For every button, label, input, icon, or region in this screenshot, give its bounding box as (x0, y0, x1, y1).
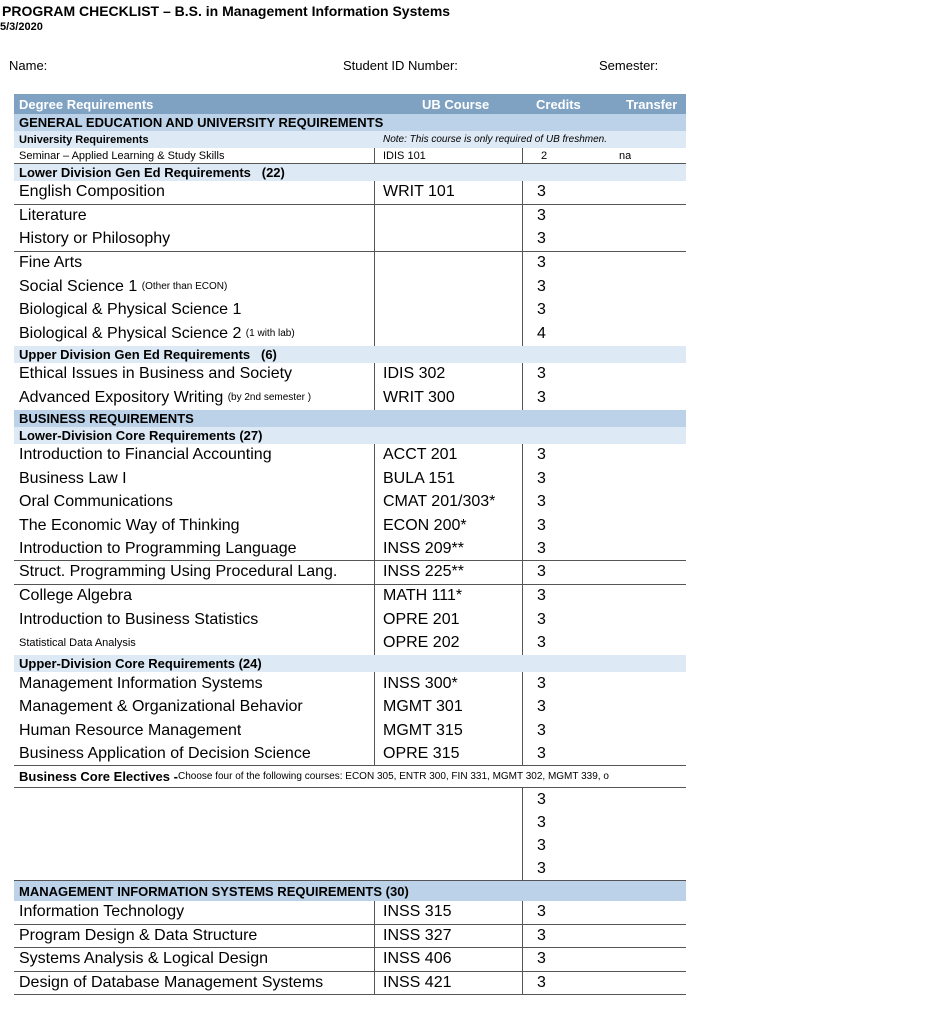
requirement-name: The Economic Way of Thinking (19, 516, 240, 534)
transfer-value: na (619, 149, 632, 162)
requirement-name-text: Social Science 1 (19, 277, 138, 295)
credits-value: 4 (522, 322, 546, 346)
requirement-name (19, 322, 295, 346)
core-electives-title (19, 766, 609, 787)
subsection-upper-gen-ed (14, 346, 686, 363)
table-row (14, 386, 686, 410)
elective-row (14, 835, 686, 858)
core-electives-label: Business Core Electives - (19, 769, 178, 784)
course-code: ACCT 201 (374, 444, 522, 468)
requirement-name: Design of Database Management Systems (19, 973, 324, 991)
requirement-name: Management Information Systems (19, 674, 263, 692)
course-code (374, 299, 522, 323)
subsection-title-text: Lower Division Gen Ed Requirements (19, 165, 251, 180)
requirement-name: Oral Communications (19, 493, 173, 511)
table-row (14, 205, 686, 229)
table-row (14, 608, 686, 632)
credits-value: 3 (522, 228, 546, 251)
requirement-name: Introduction to Programming Language (19, 539, 297, 557)
subsection-lower-gen-ed (14, 164, 686, 181)
credits-value: 3 (522, 299, 546, 323)
section-gen-ed (14, 114, 686, 131)
course-code: MGMT 301 (374, 696, 522, 720)
table-row (14, 467, 686, 491)
course-code: WRIT 300 (374, 386, 522, 410)
requirement-name: History or Philosophy (19, 230, 171, 248)
student-id-label: Student ID Number: (343, 58, 458, 73)
credits-value: 3 (522, 363, 546, 387)
requirement-name: Program Design & Data Structure (19, 926, 258, 944)
course-code: IDIS 101 (374, 148, 522, 163)
table-row (14, 444, 686, 468)
credits-value: 3 (522, 608, 546, 632)
course-code (374, 275, 522, 299)
course-code (374, 322, 522, 346)
core-electives-note: Choose four of the following courses: ECON 305, ENTR 300, FIN 331, MGMT 302, MGMT 339, o (177, 771, 609, 782)
requirement-name (19, 275, 227, 299)
table-row (14, 228, 686, 252)
requirement-name: Human Resource Management (19, 721, 242, 739)
checklist-date: 5/3/2020 (0, 21, 43, 33)
semester-label: Semester: (599, 58, 659, 73)
credits-value: 3 (522, 632, 546, 656)
table-row (14, 252, 686, 276)
section-title: MANAGEMENT INFORMATION SYSTEMS REQUIREMENTS (30) (19, 883, 409, 899)
requirement-name: Struct. Programming Using Procedural Lang. (19, 563, 338, 581)
requirement-name: Management & Organizational Behavior (19, 698, 303, 716)
subsection-title (19, 164, 285, 181)
credits-value: 3 (522, 538, 546, 561)
requirement-name: Systems Analysis & Logical Design (19, 950, 268, 968)
elective-row (14, 811, 686, 834)
course-code: OPRE 201 (374, 608, 522, 632)
course-code (374, 205, 522, 229)
credits-value: 3 (522, 811, 546, 834)
credits-value: 3 (522, 719, 546, 743)
requirement-name: College Algebra (19, 587, 132, 605)
table-row (14, 948, 686, 972)
requirement-name: Introduction to Financial Accounting (19, 446, 272, 464)
subsection-title: Lower-Division Core Requirements (27) (19, 427, 263, 443)
course-code: MGMT 315 (374, 719, 522, 743)
table-header (14, 94, 686, 114)
subsection-title-text: Upper Division Gen Ed Requirements (19, 346, 251, 362)
table-row (14, 514, 686, 538)
subsection-upper-core (14, 655, 686, 672)
requirements-table (14, 94, 686, 995)
col-transfer: Transfer (626, 96, 678, 112)
table-row (14, 696, 686, 720)
table-row (14, 275, 686, 299)
credits-value: 3 (522, 181, 546, 204)
table-row (14, 148, 686, 164)
course-code (374, 228, 522, 251)
course-code: MATH 111* (374, 585, 522, 609)
course-code: INSS 225** (374, 561, 522, 584)
course-code: WRIT 101 (374, 181, 522, 204)
subsection-credits: (6) (261, 346, 277, 362)
requirement-name: Literature (19, 207, 87, 225)
subsection-title (19, 346, 277, 363)
course-code: BULA 151 (374, 467, 522, 491)
subsection-credits: (22) (261, 165, 285, 180)
requirement-name: Statistical Data Analysis (19, 637, 136, 650)
course-code: IDIS 302 (374, 363, 522, 387)
table-row (14, 299, 686, 323)
page-title: PROGRAM CHECKLIST – B.S. in Management Information Systems (2, 3, 451, 19)
table-row (14, 901, 686, 925)
credits-value: 3 (522, 444, 546, 468)
requirement-name: Ethical Issues in Business and Society (19, 365, 293, 383)
course-code: OPRE 202 (374, 632, 522, 656)
credits-value: 3 (522, 858, 546, 880)
table-row (14, 972, 686, 996)
table-row (14, 743, 686, 767)
table-row (14, 632, 686, 656)
credits-value: 3 (522, 835, 546, 858)
requirement-name-text: Biological & Physical Science 2 (19, 324, 242, 342)
section-business (14, 410, 686, 427)
course-code: INSS 315 (374, 901, 522, 924)
credits-value: 3 (522, 696, 546, 720)
course-code: INSS 406 (374, 948, 522, 971)
credits-value: 3 (522, 925, 546, 948)
table-row (14, 672, 686, 696)
subsection-university (14, 131, 686, 148)
credits-value: 3 (522, 948, 546, 971)
subsection-title: Upper-Division Core Requirements (24) (19, 656, 262, 671)
section-mis (14, 881, 686, 901)
elective-row (14, 858, 686, 881)
table-row (14, 719, 686, 743)
credits-value: 3 (522, 672, 546, 696)
col-requirements: Degree Requirements (19, 96, 154, 112)
course-code: ECON 200* (374, 514, 522, 538)
requirement-name: English Composition (19, 183, 165, 201)
table-row (14, 181, 686, 205)
credits-value: 3 (522, 275, 546, 299)
course-code: INSS 327 (374, 925, 522, 948)
requirement-note: (Other than ECON) (141, 281, 228, 293)
subsection-lower-core (14, 427, 686, 444)
table-row (14, 363, 686, 387)
freshmen-note: Note: This course is only required of UB freshmen. (383, 134, 607, 145)
credits-value: 3 (522, 788, 546, 811)
credits-value: 3 (522, 205, 546, 229)
col-credits: Credits (536, 96, 581, 112)
credits-value: 3 (522, 491, 546, 515)
course-code: OPRE 315 (374, 743, 522, 766)
credits-value: 3 (522, 972, 546, 995)
credits-value: 3 (522, 585, 546, 609)
requirement-name: Introduction to Business Statistics (19, 610, 259, 628)
section-title: GENERAL EDUCATION AND UNIVERSITY REQUIREMENTS (19, 115, 384, 130)
credits-value: 3 (522, 467, 546, 491)
requirement-name: Information Technology (19, 903, 185, 921)
course-code: INSS 209** (374, 538, 522, 561)
credits-value: 3 (522, 561, 546, 584)
course-code (374, 252, 522, 276)
table-row (14, 322, 686, 346)
credits-value: 3 (522, 386, 546, 410)
requirement-name-text: Advanced Expository Writing (19, 388, 224, 406)
requirement-name: Biological & Physical Science 1 (19, 301, 242, 319)
requirement-note: (1 with lab) (245, 328, 295, 340)
requirement-note: (by 2nd semester ) (227, 392, 312, 404)
section-title: BUSINESS REQUIREMENTS (19, 410, 194, 426)
requirement-name (19, 386, 311, 410)
credits-value: 3 (522, 743, 546, 766)
course-code: INSS 300* (374, 672, 522, 696)
requirement-name: Fine Arts (19, 254, 83, 272)
col-course: UB Course (422, 96, 490, 112)
elective-row (14, 788, 686, 811)
subsection-title: University Requirements (19, 133, 149, 146)
table-row (14, 561, 686, 585)
credits-value: 2 (522, 148, 547, 163)
table-row (14, 538, 686, 562)
table-row (14, 491, 686, 515)
table-row (14, 585, 686, 609)
course-code: CMAT 201/303* (374, 491, 522, 515)
table-row (14, 925, 686, 949)
name-label: Name: (9, 58, 48, 73)
requirement-name: Seminar – Applied Learning & Study Skills (19, 149, 225, 162)
credits-value: 3 (522, 901, 546, 924)
requirement-name: Business Application of Decision Science (19, 744, 311, 762)
course-code: INSS 421 (374, 972, 522, 995)
credits-value: 3 (522, 514, 546, 538)
core-electives-row (14, 766, 686, 788)
credits-value: 3 (522, 252, 546, 276)
requirement-name: Business Law I (19, 469, 127, 487)
